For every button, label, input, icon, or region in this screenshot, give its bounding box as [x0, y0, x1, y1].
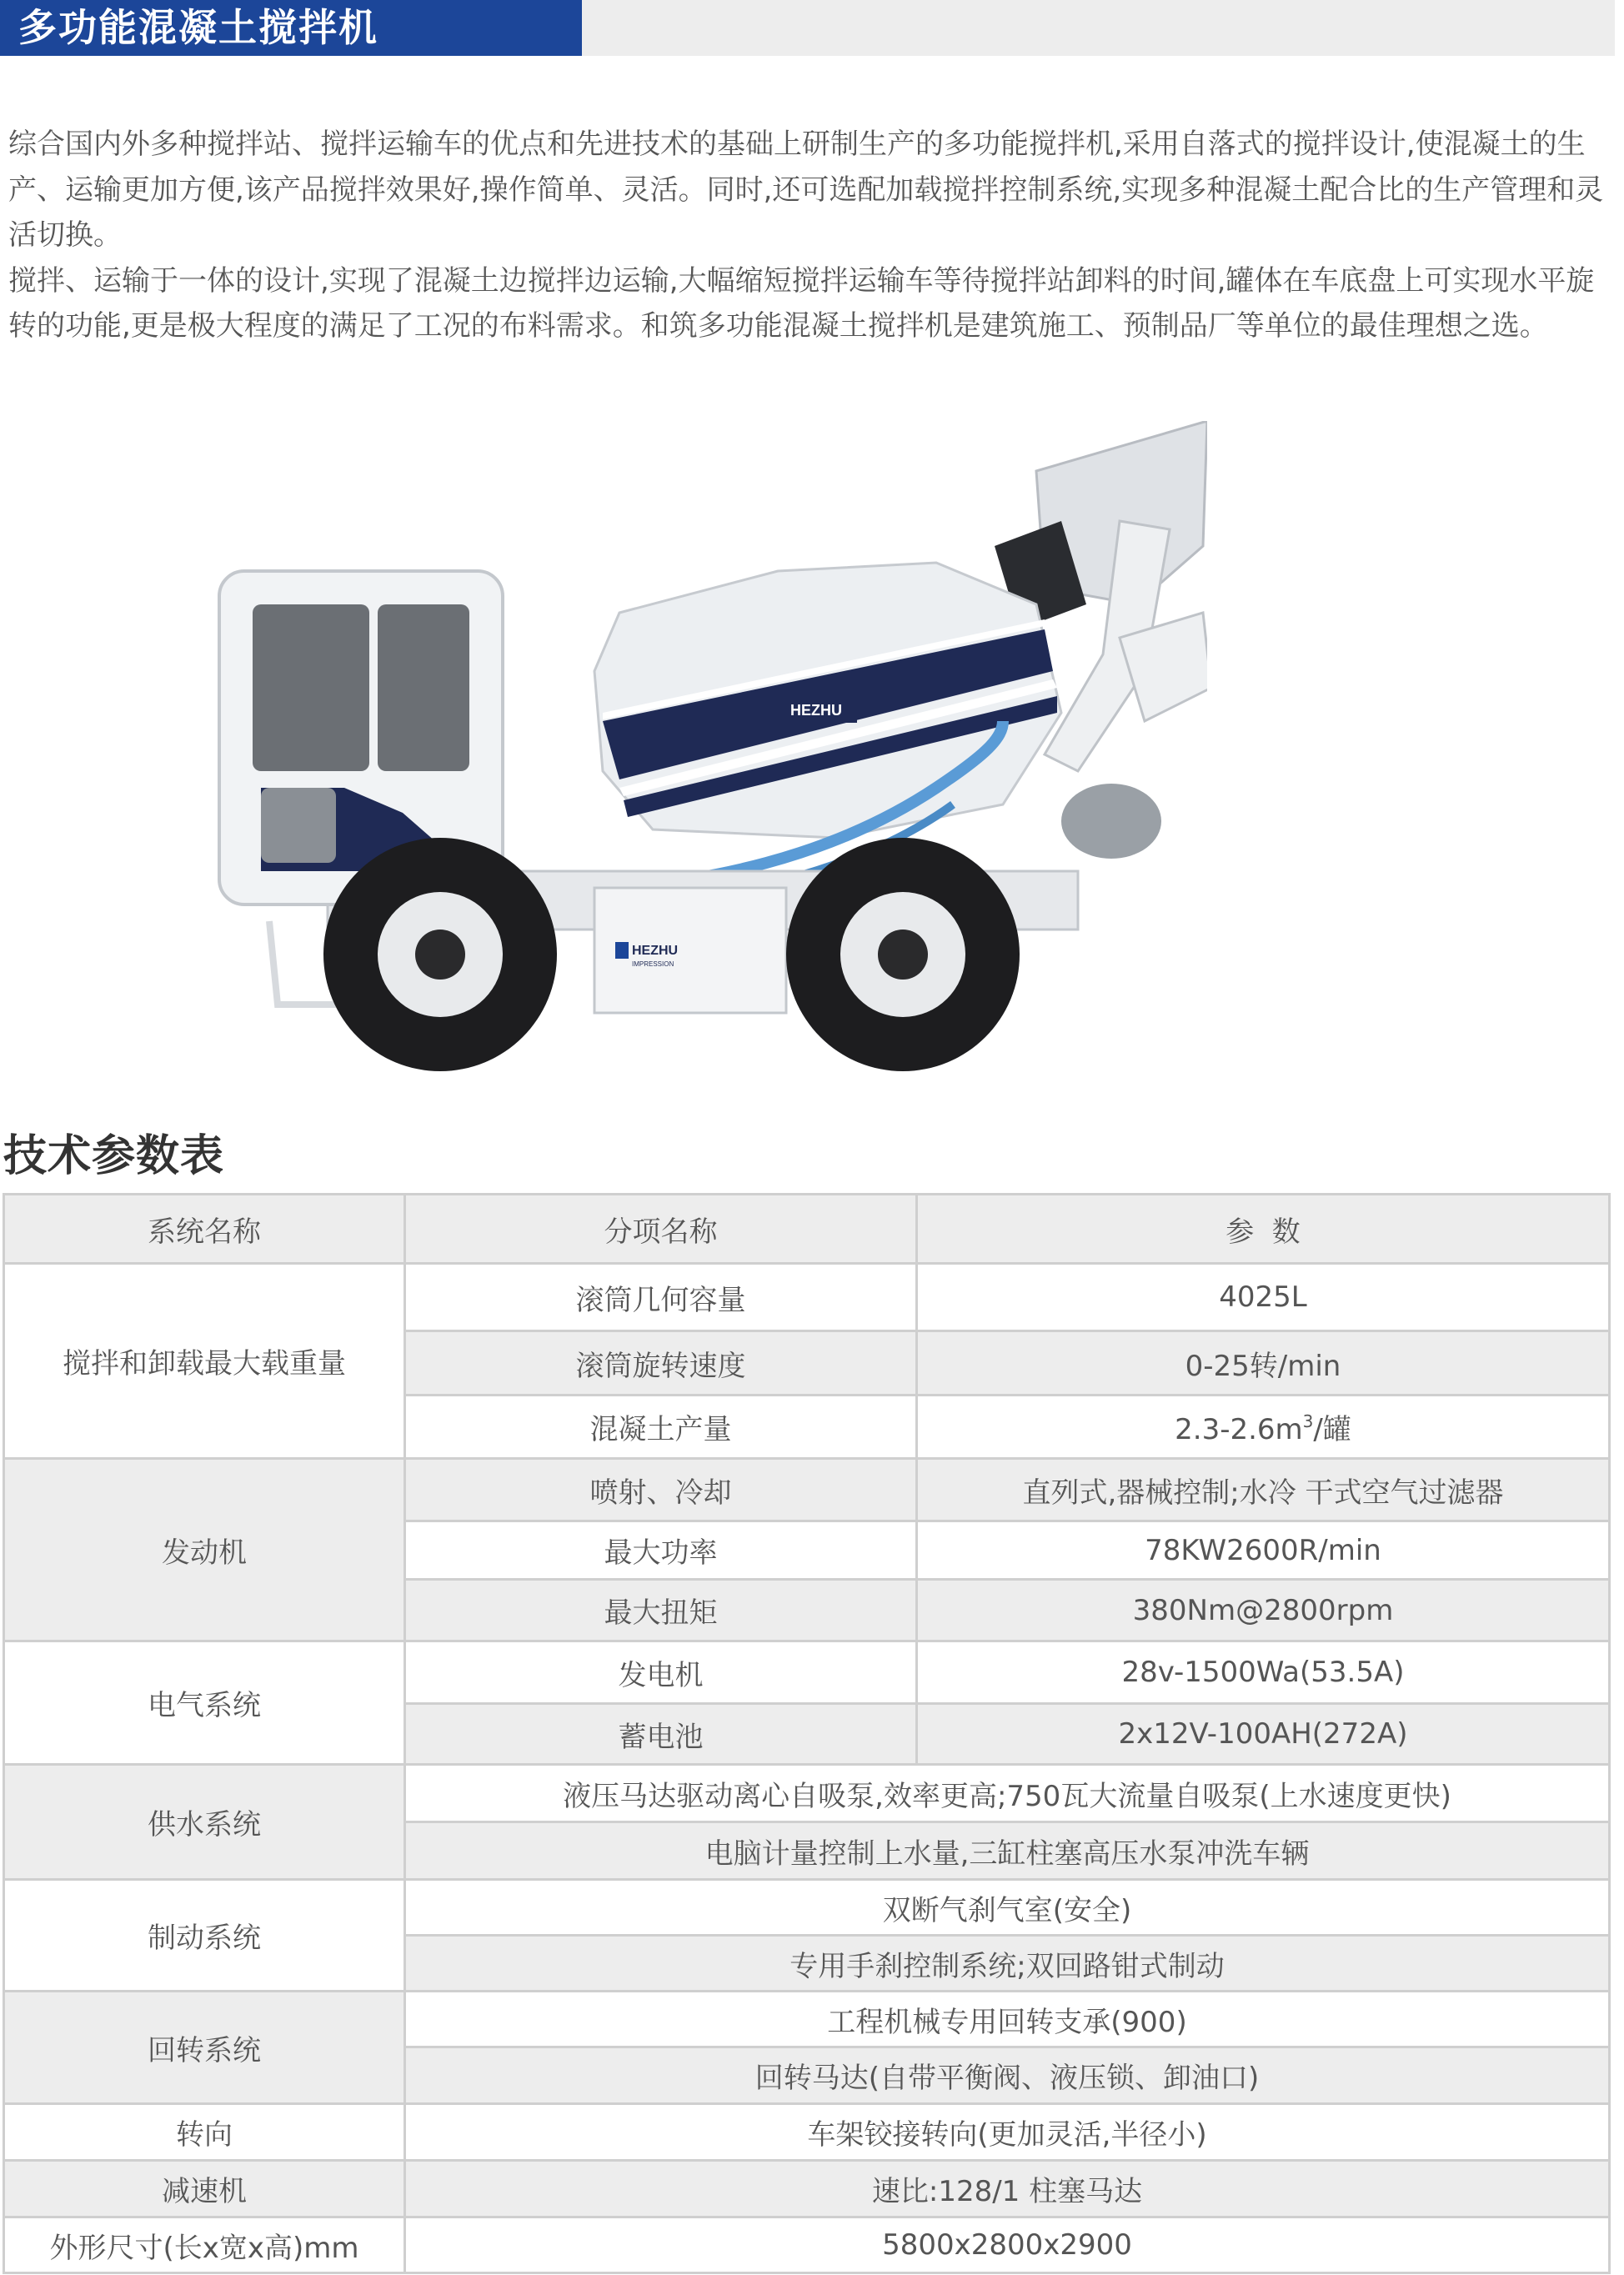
svg-text:HEZHU: HEZHU [632, 944, 679, 958]
column-header-value: 参 数 [917, 1195, 1610, 1264]
column-header-system: 系统名称 [4, 1195, 405, 1264]
value-cell: 电脑计量控制上水量,三缸柱塞高压水泵冲洗车辆 [405, 1822, 1610, 1880]
table-row [4, 2161, 1610, 2217]
system-name-cell: 搅拌和卸载最大载重量 [4, 1264, 405, 1459]
intro-text [8, 122, 1617, 349]
value-cell: 4025L [917, 1264, 1610, 1331]
value-cell: 工程机械专用回转支承(900) [405, 1992, 1610, 2047]
value-cell: 78KW2600R/min [917, 1521, 1610, 1580]
value-cell: 5800x2800x2900 [405, 2217, 1610, 2273]
svg-text:HEZHU: HEZHU [790, 702, 842, 719]
system-name-cell: 电气系统 [4, 1641, 405, 1765]
value-cell: 速比:128/1 柱塞马达 [405, 2161, 1610, 2217]
system-name-cell: 供水系统 [4, 1765, 405, 1880]
value-cell: 直列式,器械控制;水冷 干式空气过滤器 [917, 1459, 1610, 1521]
title-band [0, 0, 1615, 56]
value-cell: 2x12V-100AH(272A) [917, 1704, 1610, 1765]
item-name-cell: 发电机 [405, 1641, 917, 1704]
table-header-row [4, 1195, 1610, 1264]
value-cell: 0-25转/min [917, 1331, 1610, 1396]
system-name-cell: 制动系统 [4, 1880, 405, 1992]
system-name-cell: 转向 [4, 2104, 405, 2161]
system-name-cell: 发动机 [4, 1459, 405, 1641]
value-cell: 双断气刹气室(安全) [405, 1880, 1610, 1936]
table-row [4, 1765, 1610, 1822]
item-name-cell: 最大扭矩 [405, 1580, 917, 1641]
table-row [4, 1459, 1610, 1521]
column-header-item: 分项名称 [405, 1195, 917, 1264]
table-row [4, 1264, 1610, 1331]
value-cell: 28v-1500Wa(53.5A) [917, 1641, 1610, 1704]
table-row [4, 1880, 1610, 1936]
item-name-cell: 蓄电池 [405, 1704, 917, 1765]
spec-table [3, 1193, 1611, 2274]
value-cell: 专用手刹控制系统;双回路钳式制动 [405, 1936, 1610, 1992]
page-title: 多功能混凝土搅拌机 [0, 0, 582, 56]
value-cell: 回转马达(自带平衡阀、液压锁、卸油口) [405, 2047, 1610, 2104]
value-cell: 液压马达驱动离心自吸泵,效率更高;750瓦大流量自吸泵(上水速度更快) [405, 1765, 1610, 1822]
value-cell: $2.3-2.6m^3/$罐 [917, 1396, 1610, 1459]
system-name-cell: 回转系统 [4, 1992, 405, 2104]
table-row [4, 1992, 1610, 2047]
item-name-cell: 最大功率 [405, 1521, 917, 1580]
system-name-cell: 减速机 [4, 2161, 405, 2217]
table-row [4, 2217, 1610, 2273]
item-name-cell: 滚筒几何容量 [405, 1264, 917, 1331]
intro-paragraph: 搅拌、运输于一体的设计,实现了混凝土边搅拌边运输,大幅缩短搅拌运输车等待搅拌站卸料的时间,罐体在车底盘上可实现水平旋转的功能,更是极大程度的满足了工况的布料需求。和筑多功能混凝土搅拌机是建筑施工、预制品厂等单位的最佳理想之选。 [8, 263, 1595, 343]
svg-text:IMPRESSION: IMPRESSION [632, 960, 674, 968]
table-row [4, 2104, 1610, 2161]
intro-paragraph: 综合国内外多种搅拌站、搅拌运输车的优点和先进技术的基础上研制生产的多功能搅拌机,采用自落式的搅拌设计,使混凝土的生产、运输更加方便,该产品搅拌效果好,操作简单、灵活。同时,还可选配加载搅拌控制系统,实现多种混凝土配合比的生产管理和灵活切换。 [8, 128, 1604, 252]
item-name-cell: 滚筒旋转速度 [405, 1331, 917, 1396]
mixer-truck-image [203, 421, 1207, 1075]
item-name-cell: 喷射、冷却 [405, 1459, 917, 1521]
system-name-cell: 外形尺寸(长x宽x高)mm [4, 2217, 405, 2273]
item-name-cell: 混凝土产量 [405, 1396, 917, 1459]
value-cell: 380Nm@2800rpm [917, 1580, 1610, 1641]
spec-table-title: 技术参数表 [3, 1131, 225, 1181]
table-row [4, 1641, 1610, 1704]
value-cell: 车架铰接转向(更加灵活,半径小) [405, 2104, 1610, 2161]
